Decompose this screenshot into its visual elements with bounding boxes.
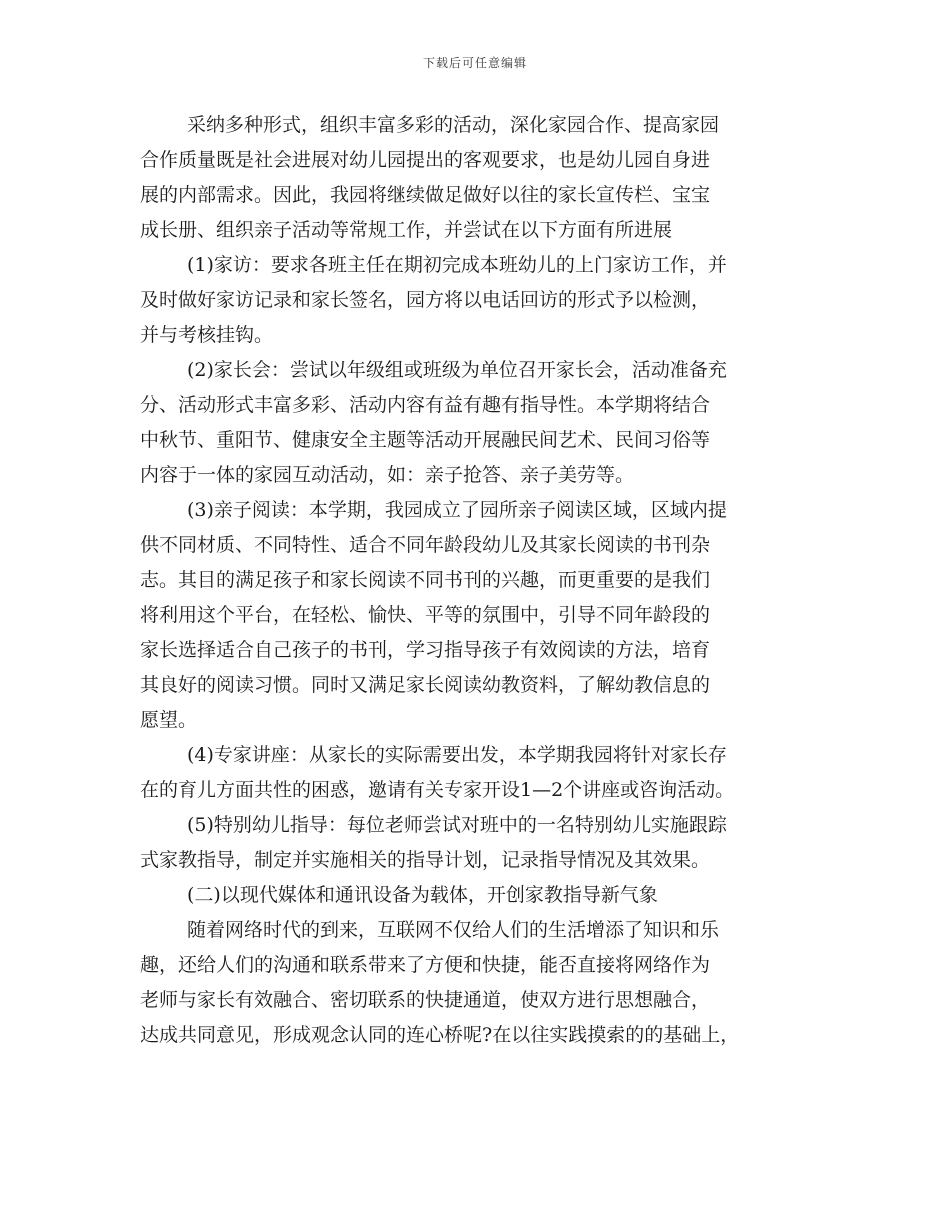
text-line: 采纳多种形式，组织丰富多彩的活动，深化家园合作、提高家园 — [187, 114, 720, 136]
document-body — [140, 108, 812, 1053]
text-line: (4)专家讲座：从家长的实际需要出发，本学期我园将针对家长存 — [187, 744, 727, 766]
text-line: 将利用这个平台，在轻松、愉快、平等的氛围中，引导不同年龄段的 — [140, 604, 711, 626]
text-line: 供不同材质、不同特性、适合不同年龄段幼儿及其家长阅读的书刊杂 — [140, 534, 711, 556]
text-line: 及时做好家访记录和家长签名，园方将以电话回访的形式予以检测， — [140, 289, 711, 311]
text-line: 趣，还给人们的沟通和联系带来了方便和快捷，能否直接将网络作为 — [140, 954, 711, 976]
text-line: 志。其目的满足孩子和家长阅读不同书刊的兴趣，而更重要的是我们 — [140, 569, 711, 591]
text-line: 合作质量既是社会进展对幼儿园提出的客观要求，也是幼儿园自身进 — [140, 149, 711, 171]
text-line: 并与考核挂钩。 — [140, 324, 274, 346]
text-line: 分、活动形式丰富多彩、活动内容有益有趣有指导性。本学期将结合 — [140, 394, 711, 416]
text-line: 中秋节、重阳节、健康安全主题等活动开展融民间艺术、民间习俗等 — [140, 429, 711, 451]
text-line: (3)亲子阅读：本学期，我园成立了园所亲子阅读区域，区域内提 — [187, 499, 727, 521]
text-line: 成长册、组织亲子活动等常规工作，并尝试在以下方面有所进展 — [140, 219, 673, 241]
text-line: 其良好的阅读习惯。同时又满足家长阅读幼教资料，了解幼教信息的 — [140, 674, 711, 696]
text-line: 愿望。 — [140, 709, 198, 731]
text-line: 展的内部需求。因此，我园将继续做足做好以往的家长宣传栏、宝宝 — [140, 184, 711, 206]
text-line: (2)家长会：尝试以年级组或班级为单位召开家长会，活动准备充 — [187, 359, 727, 381]
text-line: (1)家访：要求各班主任在期初完成本班幼儿的上门家访工作，并 — [187, 254, 727, 276]
text-line: (二)以现代媒体和通讯设备为载体，开创家教指导新气象 — [187, 884, 658, 906]
page-header: 下载后可任意编辑 — [422, 56, 527, 70]
text-line: 家长选择适合自己孩子的书刊，学习指导孩子有效阅读的方法，培育 — [140, 639, 711, 661]
text-line: 达成共同意见，形成观念认同的连心桥呢?在以往实践摸索的的基础上， — [140, 1024, 740, 1046]
text-line: (5)特别幼儿指导：每位老师尝试对班中的一名特别幼儿实施跟踪 — [187, 814, 727, 836]
text-line: 内容于一体的家园互动活动，如：亲子抢答、亲子美劳等。 — [140, 464, 635, 486]
text-line: 老师与家长有效融合、密切联系的快捷通道，使双方进行思想融合， — [140, 989, 711, 1011]
text-line: 式家教指导，制定并实施相关的指导计划，记录指导情况及其效果。 — [140, 849, 711, 871]
text-line: 随着网络时代的到来，互联网不仅给人们的生活增添了知识和乐 — [187, 919, 720, 941]
text-line: 在的育儿方面共性的困惑，邀请有关专家开设1—2个讲座或咨询活动。 — [140, 779, 735, 801]
